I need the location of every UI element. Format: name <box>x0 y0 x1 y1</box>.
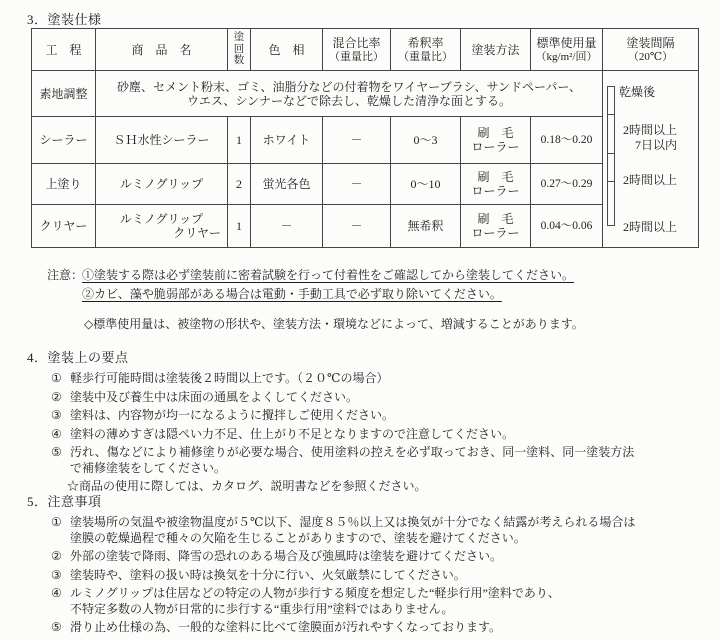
col-header-dilution <box>391 29 461 71</box>
bracket-rung <box>607 181 615 182</box>
interval-line: 2時間以上 <box>623 123 678 137</box>
item-line: で補修塗装をしてください。 <box>70 460 227 475</box>
item-text: 塗装中及び養生中は床面の通風をよくしてください。 <box>70 389 359 404</box>
list-item <box>51 515 635 546</box>
cell-method <box>461 117 531 164</box>
coats-char: 塗 <box>233 32 245 44</box>
col-header-process: 工 程 <box>32 29 96 71</box>
list-item <box>51 427 634 443</box>
coats-char: 数 <box>233 55 245 67</box>
cell-process: シーラー <box>32 117 96 164</box>
col-header-coats <box>228 29 251 71</box>
section-4-title: 4．塗装上の要点 <box>27 350 129 365</box>
table-header-row <box>32 29 699 71</box>
item-line: 塗膜の乾燥過程で種々の欠陥を生じることがありますので、塗装を避けてください。 <box>70 530 526 545</box>
table-row-topcoat <box>32 164 699 205</box>
item-text <box>70 586 560 617</box>
item-number: ⑤ <box>51 445 62 459</box>
table-row-clear <box>32 205 699 248</box>
col-header-method: 塗装方法 <box>461 29 531 71</box>
reference-note: ☆商品の使用に際しては、カタログ、説明書などを参照ください。 <box>67 479 427 493</box>
cell-process: 素地調整 <box>32 71 96 117</box>
list-item <box>51 445 634 476</box>
col-header-interval <box>603 29 699 71</box>
paint-spec-table <box>31 28 699 248</box>
cell-usage: 0.27～0.29 <box>531 164 603 205</box>
cell-dilution: 無希釈 <box>391 205 461 248</box>
table-row-sealer <box>32 117 699 164</box>
cell-mix-ratio: － <box>323 205 391 248</box>
item-line: 不特定多数の人物が日常的に歩行する“重歩行用”塗料ではありません。 <box>70 601 454 616</box>
list-item <box>51 371 634 387</box>
col-header-mix-ratio <box>323 29 391 71</box>
coats-char: 回 <box>233 43 245 55</box>
cell-color: 蛍光各色 <box>251 164 323 205</box>
prep-line: 砂塵、セメント粉末、ゴミ、油脂分などの付着物をワイヤーブラシ、サンドペーパー、 <box>117 79 581 94</box>
item-line: ルミノグリップは住居などの特定の人物が歩行する頻度を想定した“軽歩行用”塗料であり、 <box>70 586 560 600</box>
bracket-rung <box>607 153 615 154</box>
col-header-product: 商 品 名 <box>96 29 228 71</box>
item-number: ⑤ <box>51 620 62 634</box>
item-text: 軽歩行可能時間は塗装後２時間以上です。（２０℃の場合） <box>70 371 389 385</box>
item-number: ① <box>51 515 62 529</box>
list-item <box>51 408 634 424</box>
interval-column <box>603 71 699 248</box>
cell-product <box>96 205 228 248</box>
interval-topcoat: 2時間以上 <box>623 173 678 187</box>
section-5 <box>27 491 635 639</box>
item-number: ④ <box>51 586 62 600</box>
item-text: 塗料の薄めすぎは隠ぺい力不足、仕上がり不足となりますので注意してください。 <box>70 426 515 441</box>
bracket-rung <box>607 114 615 115</box>
interval-clear: 2時間以上 <box>623 220 678 234</box>
method-line: ローラー <box>471 184 520 198</box>
section-4 <box>27 347 634 495</box>
interval-bracket <box>607 86 615 226</box>
notes-label: 注意： <box>47 268 84 282</box>
product-line: クリヤー <box>173 226 221 240</box>
cell-method <box>461 205 531 248</box>
method-line: ローラー <box>471 226 520 240</box>
list-item <box>51 390 634 406</box>
list-item <box>51 568 635 584</box>
list-item <box>51 586 635 617</box>
header-line: 希釈率 <box>407 35 444 50</box>
cell-mix-ratio: － <box>323 117 391 164</box>
header-line: （20℃） <box>627 50 674 63</box>
cell-product: ルミノグリップ <box>96 164 228 205</box>
section-3-title: 3．塗装仕様 <box>27 12 102 27</box>
method-line: 刷 毛 <box>477 126 514 140</box>
interval-after-dry: 乾燥後 <box>619 85 656 99</box>
cell-surface-prep-description <box>96 71 603 117</box>
method-line: ローラー <box>471 140 520 154</box>
cell-usage: 0.18～0.20 <box>531 117 603 164</box>
item-text: 塗装時や、塗料の扱い時は換気を十分に行い、火気厳禁にしてください。 <box>70 567 466 582</box>
item-number: ③ <box>51 567 62 582</box>
cell-dilution: 0～10 <box>391 164 461 205</box>
cell-process: クリヤー <box>32 205 96 248</box>
item-text <box>70 445 634 476</box>
prep-line: ウエス、シンナーなどで除去し、乾燥した清浄な面とする。 <box>186 93 512 108</box>
item-line: 塗装場所の気温や被塗物温度が５℃以下、湿度８５％以上又は換気が十分でなく結露が考えられる場合は <box>70 515 636 529</box>
item-text: 塗料は、内容物が均一になるように攪拌しご使用ください。 <box>70 408 395 422</box>
method-line: 刷 毛 <box>477 170 514 184</box>
product-line: ルミノグリップ <box>119 212 204 226</box>
header-line: （重量比） <box>329 50 384 63</box>
header-line: （重量比） <box>398 50 453 63</box>
section-5-items <box>51 515 635 636</box>
list-item <box>51 549 635 565</box>
section-5-title: 5．注意事項 <box>27 494 102 509</box>
interval-line: 7日以内 <box>635 137 678 152</box>
interval-sealer <box>623 123 677 152</box>
item-text: 滑り止め仕様の為、一般的な塗料に比べて塗膜面が汚れやすくなっております。 <box>70 620 502 634</box>
cell-mix-ratio: － <box>323 164 391 205</box>
cell-dilution: 0～3 <box>391 117 461 164</box>
cell-coats: 1 <box>228 205 251 248</box>
item-text <box>70 515 635 546</box>
col-header-usage <box>531 29 603 71</box>
item-text: 外部の塗装で降雨、降雪の恐れのある場合及び強風時は塗装を避けてください。 <box>70 549 503 563</box>
item-number: ① <box>51 371 62 385</box>
item-number: ② <box>51 389 62 404</box>
item-number: ③ <box>51 408 62 422</box>
header-line: 混合比率 <box>332 35 381 50</box>
method-line: 刷 毛 <box>477 212 514 226</box>
cell-color: － <box>251 205 323 248</box>
cell-usage: 0.04～0.06 <box>531 205 603 248</box>
item-line: 汚れ、傷などにより補修塗りが必要な場合、使用塗料の控えを必ず取っておき、同一塗料、同一塗装方法 <box>70 445 635 459</box>
list-item <box>51 620 635 636</box>
cell-process: 上塗り <box>32 164 96 205</box>
item-number: ④ <box>51 426 62 441</box>
header-line: （kg/m²/回） <box>535 50 598 63</box>
cell-product: ＳＨ水性シーラー <box>96 117 228 164</box>
cell-color: ホワイト <box>251 117 323 164</box>
cell-coats: 2 <box>228 164 251 205</box>
cell-method <box>461 164 531 205</box>
section-4-items <box>51 371 634 495</box>
usage-variation-note: ◇標準使用量は、被塗物の形状や、塗装方法・環境などによって、増減することがあります。 <box>84 317 584 331</box>
col-header-color: 色 相 <box>251 29 323 71</box>
note-line-2: ②カビ、藻や脆弱部がある場合は電動・手動工具で必ず取り除いてください。 <box>82 287 502 301</box>
cell-coats: 1 <box>228 117 251 164</box>
table-row-surface-prep <box>32 71 699 117</box>
header-line: 標準使用量 <box>536 35 597 50</box>
item-number: ② <box>51 549 62 563</box>
header-line: 塗装間隔 <box>626 35 675 50</box>
note-line-1: ①塗装する際は必ず塗装前に密着試験を行って付着性をご確認してから塗装してください。 <box>82 268 575 282</box>
